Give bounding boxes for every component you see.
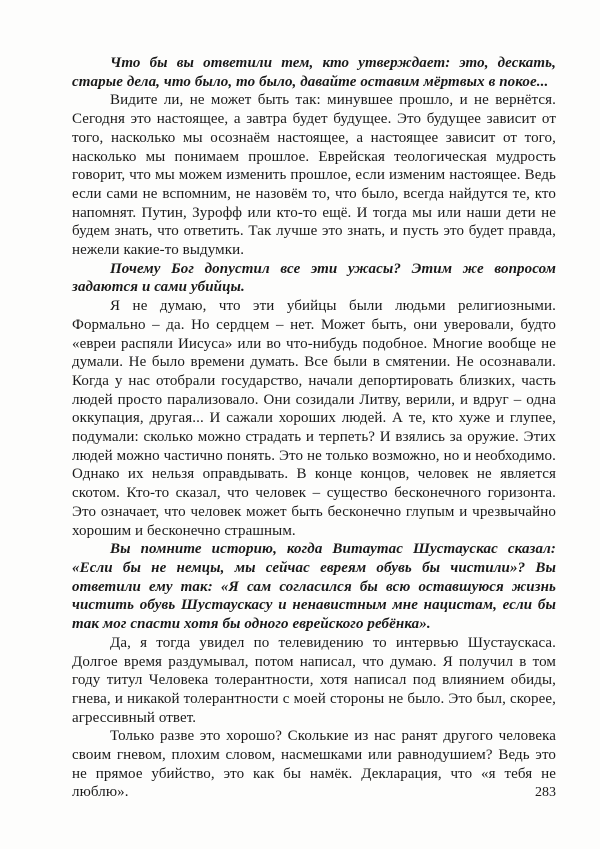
answer-paragraph: Видите ли, не может быть так: минувшее прошло, и не вернётся. Сегодня это настоящее, а завтра будет будущее. Это будущее зависит от того, насколько мы осознаём настоящее, а настоящее зависит от того, насколько мы понимаем прошлое. Еврейская теологическая мудрость говорит, что мы можем изменить прошлое, если изменим настоящее. Ведь если сами не вспомним, не назовём то, что было, всегда найдутся те, кто напомнят. Путин, Зурофф или кто-то ещё. И тогда мы или наши дети не будем знать, что ответить. Так лучше это знать, и пусть это будет правда, нежели какие-то выдумки. — [72, 92, 556, 259]
question-paragraph: Что бы вы ответили тем, кто утверждает: это, дескать, старые дела, что было, то было, давайте оставим мёртвых в покое... — [72, 55, 556, 90]
answer-paragraph: Да, я тогда увидел по телевидению то интервью Шустаускаса. Долгое время раздумывал, потом написал, что думаю. Я получил в том году титул Человека толерантности, хотя написал под влиянием обиды, гнева, и никакой толерантности с моей стороны не было. Это был, скорее, агрессивный ответ. — [72, 634, 556, 726]
answer-paragraph: Я не думаю, что эти убийцы были людьми религиозными. Формально – да. Но сердцем – нет. Может быть, они уверовали, будто «евреи распяли Иисуса» или во что-нибудь подобное. Многие вообще не думали. Не было времени думать. Все были в смятении. Не осознавали. Когда у нас отобрали государство, начали депортировать близких, часть людей просто парализовало. Они созидали Литву, верили, и вдруг – одна оккупация, другая... И сажали хороших людей. А те, кто хуже и глупее, подумали: сколько можно страдать и терпеть? И взялись за оружие. Этих людей можно частично понять. Это не только возможно, но и необходимо. Однако их нельзя оправдывать. В конце концов, человек не является скотом. Кто-то сказал, что человек – существо бесконечного горизонта. Это означает, что человек может быть бесконечно глупым и чрезвычайно хорошим и бесконечно страшным. — [72, 298, 556, 539]
question-paragraph: Почему Бог допустил все эти ужасы? Этим же вопросом задаются и сами убийцы. — [72, 260, 556, 296]
question-paragraph: Вы помните историю, когда Витаутас Шустаускас сказал: «Если бы не немцы, мы сейчас евреям обувь бы чистили»? Вы ответили ему так: «Я сам согласился бы всю оставшуюся жизнь чистить обувь Шустаускасу и ненавистным мне нацистам, если бы так мог спасти хотя бы одного еврейского ребёнка». — [72, 541, 556, 633]
answer-paragraph: Только разве это хорошо? Сколькие из нас ранят другого человека своим гневом, плохим словом, насмешками или равнодушием? Ведь это не прямое убийство, это как бы намёк. Декларация, что «я тебя не люблю». — [72, 728, 556, 801]
page-text — [72, 54, 556, 802]
page-number: 283 — [535, 785, 556, 800]
